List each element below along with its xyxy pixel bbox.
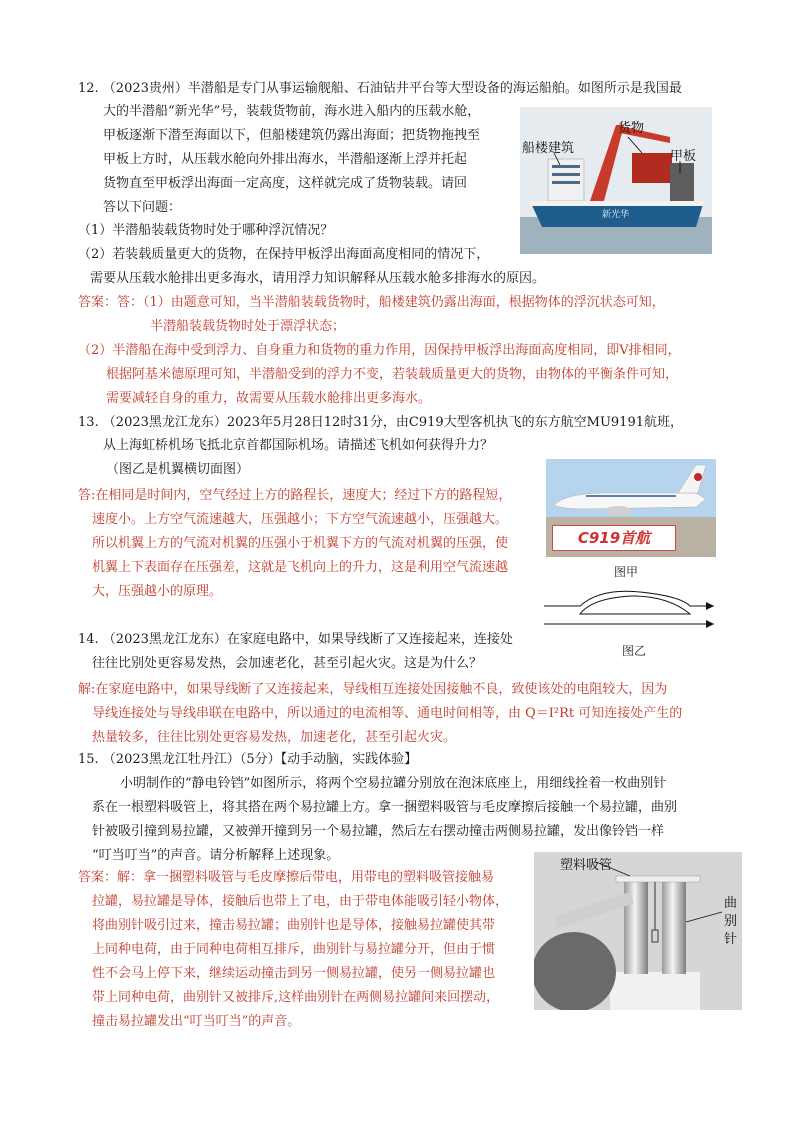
q13-line-3: （图乙是机翼横切面图） <box>106 462 250 477</box>
q12-sub-2-cont: 需要从压载水舱排出更多海水，请用浮力知识解释从压载水舱多排海水的原因。 <box>90 271 546 286</box>
q15-answer-4: 上同种电荷，由于同种电荷相互排斥，曲别针与易拉罐分开，但由于惯 <box>92 942 496 957</box>
label-bridge: 船楼建筑 <box>522 141 575 156</box>
ship-illustration <box>520 107 712 254</box>
q14-line-1: 14. （2023黑龙江龙东）在家庭电路中，如果导线断了又连接起来，连接处 <box>78 632 513 647</box>
q15-line-5: “叮当叮当”的声音。请分析解释上述现象。 <box>92 848 340 863</box>
q15-answer-1: 答案：解：拿一捆塑料吸管与毛皮摩擦后带电，用带电的塑料吸管接触易 <box>78 870 495 885</box>
q12-line-6: 答以下问题： <box>103 200 182 215</box>
ship-figure <box>520 107 712 254</box>
label-clip-char-1: 曲 <box>724 896 738 911</box>
q12-line-1: 12. （2023贵州）半潜船是专门从事运输舰船、石油钻井平台等大型设备的海运船舶。如图所示是我国最 <box>78 81 682 96</box>
q12-line-5: 货物直至甲板浮出海面一定高度，这样就完成了货物装载。请回 <box>103 176 468 191</box>
static-bell-illustration <box>534 852 742 1010</box>
q12-answer-4: 根据阿基米德原理可知，半潜船受到的浮力不变，若装载质量更大的货物，由物体的平衡条件可知， <box>106 367 679 382</box>
caption-figure-a: 图甲 <box>614 565 639 579</box>
q12-answer-1: 答案：答：（1）由题意可知，当半潜船装载货物时，船楼建筑仍露出海面，根据物体的浮沉状态可知， <box>78 295 665 310</box>
static-bell-figure <box>534 852 742 1010</box>
wing-airflow-diagram <box>540 584 718 636</box>
q12-line-2: 大的半潜船“新光华”号，装载货物前，海水进入船内的压载水舱， <box>103 104 481 119</box>
label-straw: 塑料吸管 <box>560 858 613 873</box>
label-deck: 甲板 <box>670 149 697 164</box>
q14-answer-1: 解:在家庭电路中，如果导线断了又连接起来，导线相互连接处因接触不良，致使该处的电阻较大，因为 <box>78 682 668 697</box>
airplane-figure <box>546 459 716 557</box>
q12-answer-2: 半潜船装载货物时处于漂浮状态； <box>150 319 346 334</box>
q15-line-3: 系在一根塑料吸管上，将其搭在两个易拉罐上方。拿一捆塑料吸管与毛皮摩擦后接触一个易拉罐，曲别 <box>92 800 678 815</box>
q13-answer-5: 大，压强越小的原理。 <box>92 584 223 599</box>
q12-answer-3: （2）半潜船在海中受到浮力、自身重力和货物的重力作用，因保持甲板浮出海面高度相同，即V排相同， <box>78 343 681 358</box>
q14-line-2: 往往比别处更容易发热，会加速老化，甚至引起火灾。这是为什么？ <box>92 656 483 671</box>
q15-answer-3: 将曲别针吸引过来，撞击易拉罐；曲别针也是导体，接触易拉罐使其带 <box>92 918 496 933</box>
q12-line-4: 甲板上方时，从压载水舱向外排出海水，半潜船逐渐上浮并托起 <box>103 152 468 167</box>
q13-answer-2: 速度小。上方空气流速越大，压强越小；下方空气流速越小，压强越大。 <box>92 512 509 527</box>
q15-line-4: 针被吸引撞到易拉罐，又被弹开撞到另一个易拉罐，然后左右摆动撞击两侧易拉罐，发出像铃铛一样 <box>92 824 665 839</box>
q13-line-2: 从上海虹桥机场飞抵北京首都国际机场。请描述飞机如何获得升力？ <box>103 438 494 453</box>
q15-line-2: 小明制作的“静电铃铛”如图所示，将两个空易拉罐分别放在泡沫底座上，用细线拴着一枚曲别针 <box>120 776 667 791</box>
q12-answer-5: 需要减轻自身的重力，故需要从压载水舱排出更多海水。 <box>106 391 432 406</box>
q15-line-1: 15. （2023黑龙江牡丹江）（5分）【动手动脑，实践体验】 <box>78 752 418 767</box>
q14-answer-2: 导线连接处与导线串联在电路中，所以通过的电流相等、通电时间相等，由 Q＝I²Rt 可知连接处产生的 <box>92 706 683 721</box>
q15-answer-6: 带上同种电荷，曲别针又被排斥,这样曲别针在两侧易拉罐间来回摆动， <box>92 990 500 1005</box>
label-clip-char-3: 针 <box>724 932 738 947</box>
q13-answer-4: 机翼上下表面存在压强差，这就是飞机向上的升力，这是利用空气流速越 <box>92 560 509 575</box>
q12-line-3: 甲板逐渐下潜至海面以下，但船楼建筑仍露出海面；把货物拖拽至 <box>103 128 481 143</box>
c919-banner: C919首航 <box>552 525 676 551</box>
q15-answer-2: 拉罐，易拉罐是导体，接触后也带上了电，由于带电体能吸引轻小物体， <box>92 894 509 909</box>
q12-sub-2: （2）若装载质量更大的货物，在保持甲板浮出海面高度相同的情况下， <box>78 247 490 262</box>
q15-answer-5: 性不会马上停下来，继续运动撞击到另一侧易拉罐，使另一侧易拉罐也 <box>92 966 496 981</box>
hull-name: 新光华 <box>602 210 630 220</box>
q13-answer-1: 答:在相同是时间内，空气经过上方的路程长，速度大；经过下方的路程短， <box>78 488 512 503</box>
q12-sub-1: （1）半潜船装载货物时处于哪种浮沉情况？ <box>78 223 334 238</box>
label-clip-char-2: 别 <box>724 914 738 929</box>
q13-answer-3: 所以机翼上方的气流对机翼的压强小于机翼下方的气流对机翼的压强，使 <box>92 536 509 551</box>
q15-answer-7: 撞击易拉罐发出“叮当叮当”的声音。 <box>92 1014 301 1029</box>
label-cargo: 货物 <box>618 121 645 136</box>
q14-answer-3: 热量较多，往往比别处更容易发热，加速老化，甚至引起火灾。 <box>92 730 457 745</box>
caption-figure-b: 图乙 <box>622 644 647 658</box>
q13-line-1: 13. （2023黑龙江龙东）2023年5月28日12时31分，由C919大型客机执飞的东方航空MU9191航班， <box>78 415 683 430</box>
